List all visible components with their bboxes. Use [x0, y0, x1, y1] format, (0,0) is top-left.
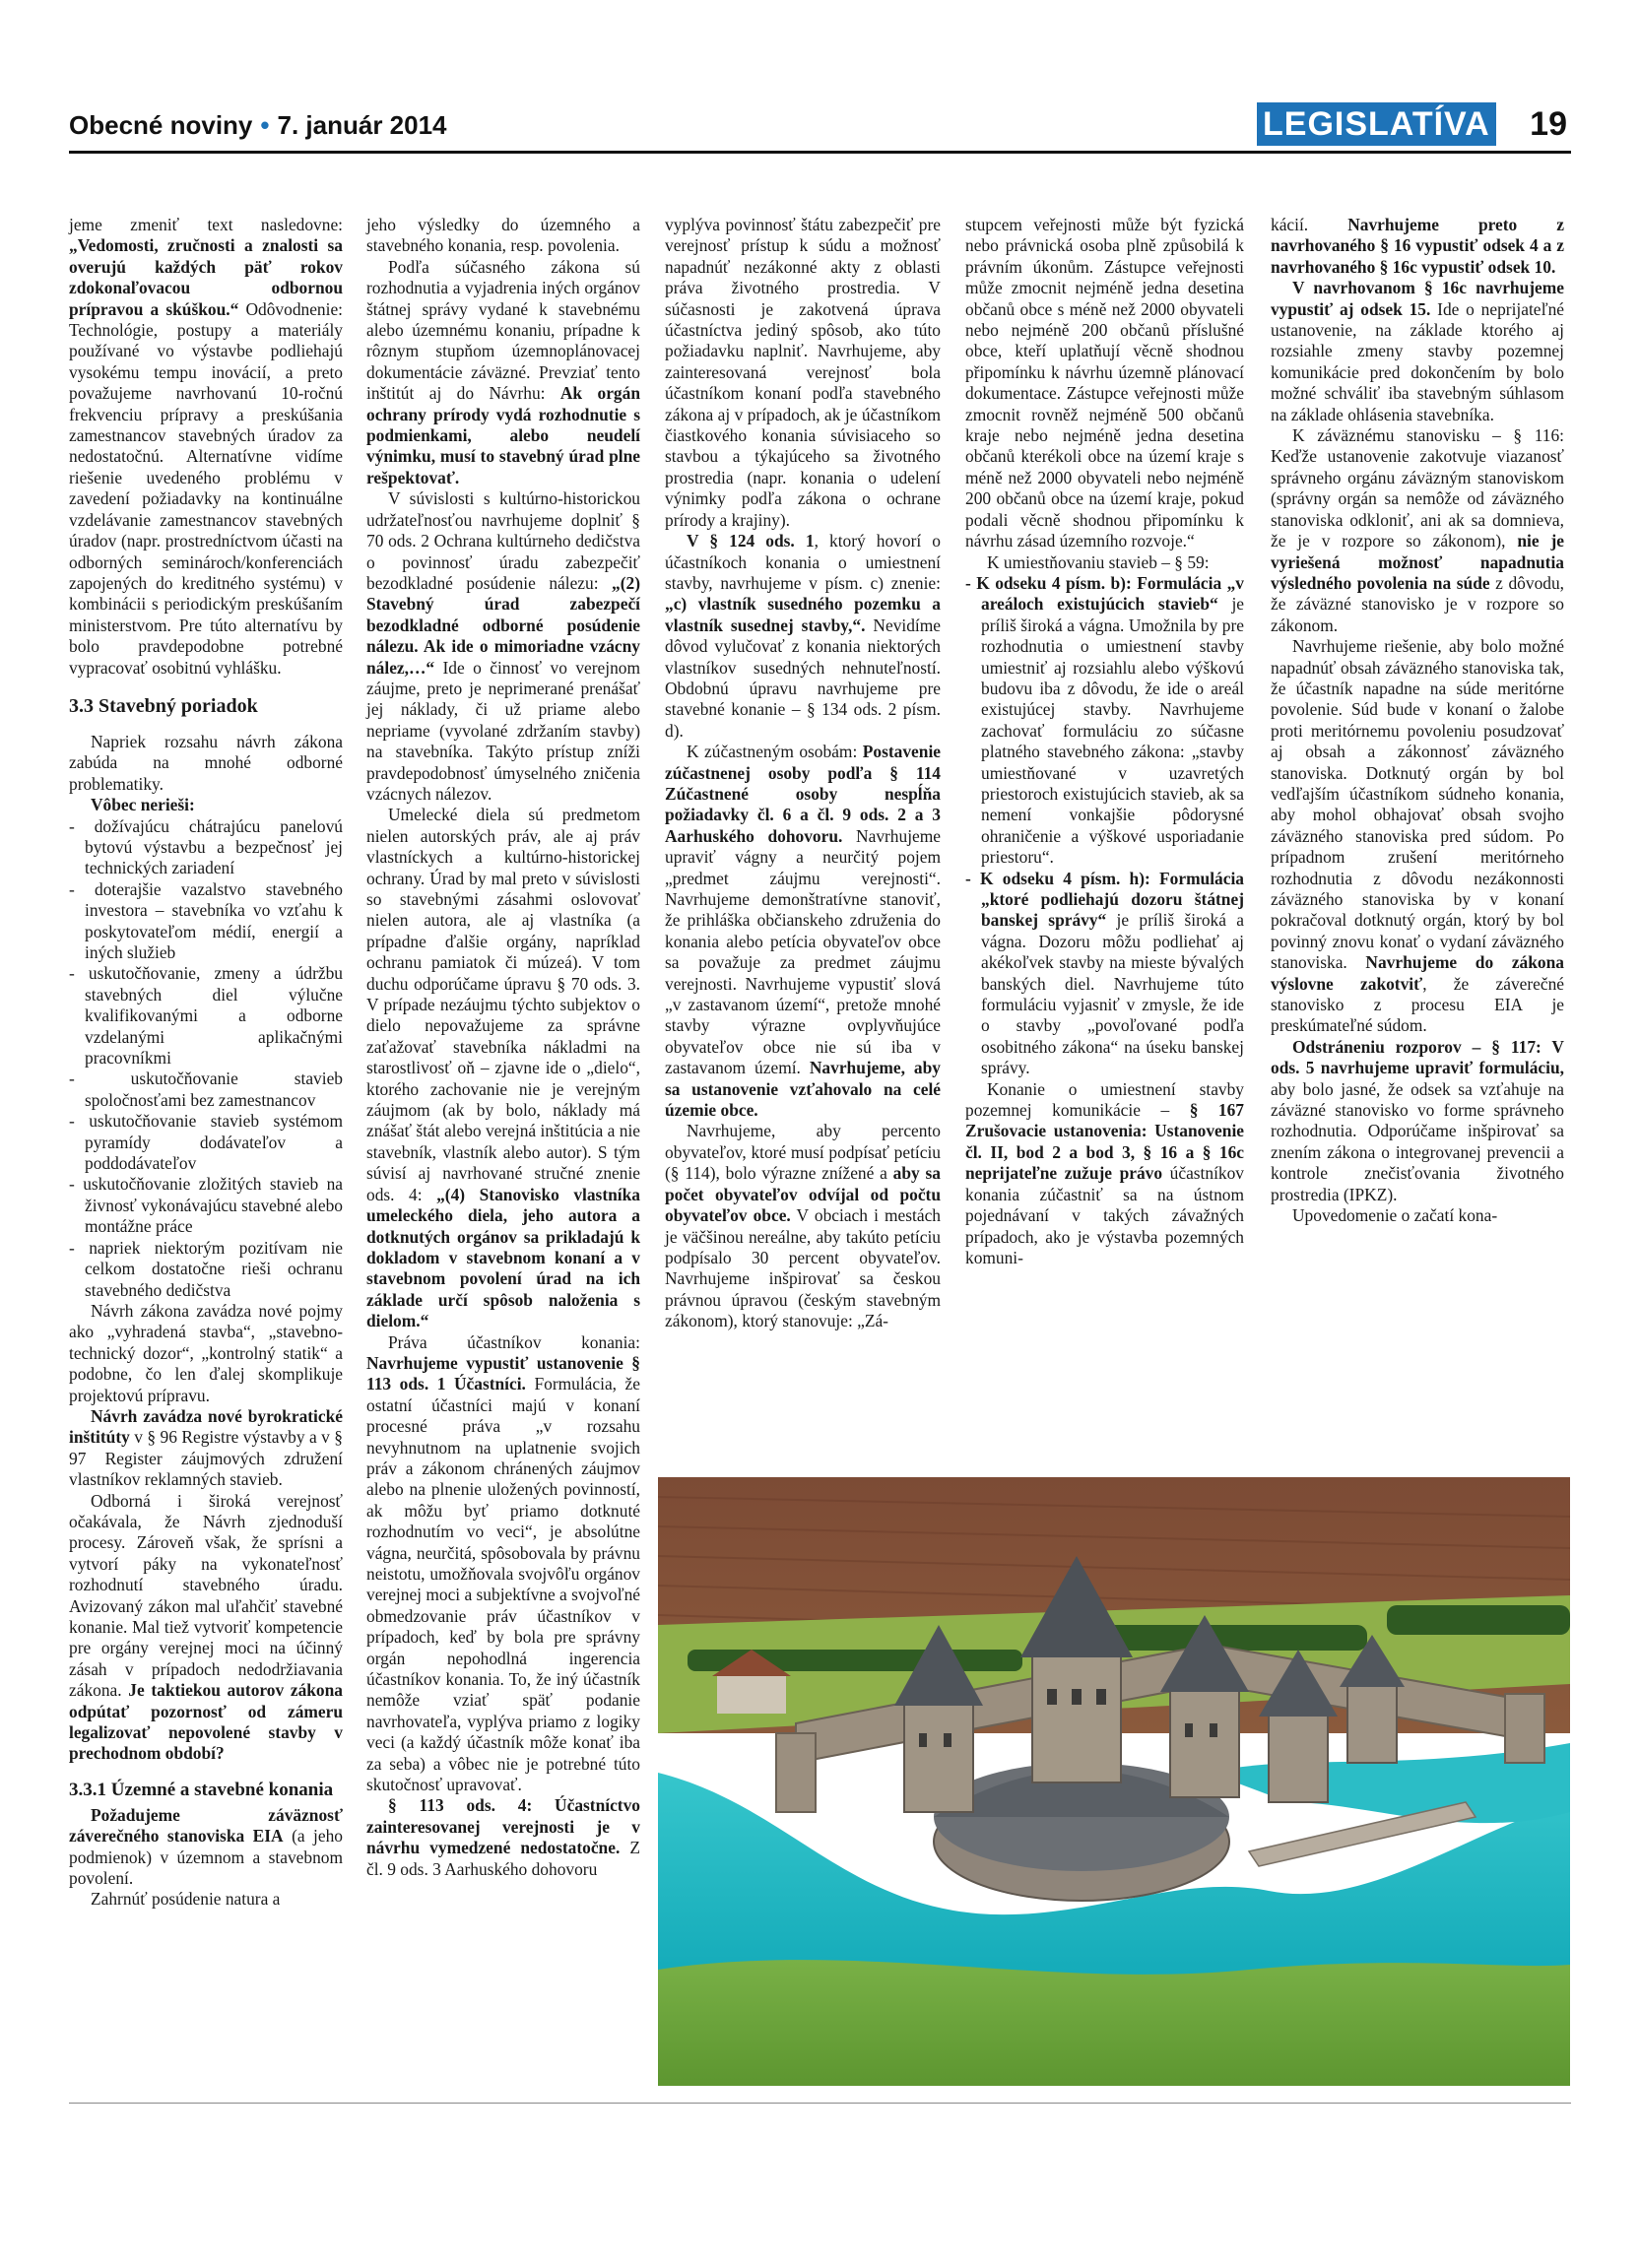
- paragraph: Umelecké diela sú predmetom nielen autorských práv, ale aj práv vlastníckych a kultúrno-historickej ochrany. Úrad by mal preto v súvislosti so stavebnými zásahmi oslovovať nielen autora, ale aj vlastníka (a prípadne ďalšie orgány, napríklad ochranu pamiatok či múzeá). V tom duchu odporúčame úpravu § 70 ods. 3. V prípade nezáujmu týchto subjektov o dielo nepovažujeme za správne zaťažovať stavebníka nákladmi na starostlivosť oň – zjavne ide o „dielo“, ktorého zachovanie nie je verejným záujmom (ak by bolo, náklady má znášať štát alebo verejná inštitúcia a nie stavebník, vlastník alebo autor). S tým súvisí aj navrhované stručné znenie ods. 4: „(4) Stanovisko vlastníka umeleckého diela, jeho autora a dotknutých orgánov sa prikladajú k dokladom v stavebnom konaní a v stavebnom povolení úrad na ich základe určí spôsob naloženia s dielom.“: [366, 805, 640, 1331]
- article-column-1: [69, 215, 343, 1911]
- photo-illustration: [658, 1477, 1570, 2086]
- paragraph: Napriek rozsahu návrh zákona zabúda na mnohé odborné problematiky.: [69, 731, 343, 794]
- article-column-3: [665, 215, 941, 1332]
- page-header: [69, 98, 1571, 154]
- aerial-castle-photo: [658, 1477, 1570, 2086]
- section-label: LEGISLATÍVA: [1257, 102, 1496, 146]
- list-item: - napriek niektorým pozitívam nie celkom dostatočne rieši ochranu stavebného dedičstva: [69, 1237, 343, 1300]
- article-column-4: [965, 215, 1244, 1268]
- paragraph: Navrhujeme, aby percento obyvateľov, ktoré musí podpísať petíciu (§ 114), bolo výrazne znížené a aby sa počet obyvateľov odvíjal od počtu obyvateľov obce. V obciach i mestách je väčšinou nereálne, aby takúto petíciu podpísalo 30 percent obyvateľov. Navrhujeme inšpirovať sa českou právnou úpravou (českým stavebným zákonom), ktorý stanovuje: „Zá-: [665, 1121, 942, 1331]
- paragraph: jeme zmeniť text nasledovne: „Vedomosti, zručnosti a znalosti sa overujú každých päť rokov zdokonaľovacou odbornou prípravou a skúškou.“ Odôvodnenie: Technológie, postupy a materiály používané vo výstavbe podliehajú vysokému tempu inovácií, a preto považujeme navrhovanú 10-ročnú frekvenciu prípravy a preskúšania zamestnancov stavebných úradov za nedostatočnú. Alternatívne vidíme riešenie uvedeného problému v zavedení požiadavky na kontinuálne vzdelávanie zamestnancov stavebných úradov (napr. prostredníctvom účasti na odborných seminároch/konferenciách zapojených do kreditného systému) v kombinácii s periodickým preskúšaním ministerstvom. Pre túto alternatívu by bolo pravdepodobne potrebné vypracovať osobitnú vyhlášku.: [69, 215, 343, 678]
- paragraph: Konanie o umiestnení stavby pozemnej komunikácie – § 167 Zrušovacie ustanovenia: Ustanovenie čl. II, bod 2 a bod 3, § 16 a § 16c neprijateľne zužuje právo účastníkov konania zúčastniť sa na ústnom pojednávaní v takých závažných prípadoch, ako je výstavba pozemných komuni-: [965, 1078, 1244, 1267]
- list-item: - doterajšie vazalstvo stavebného investora – stavebníka vo vzťahu k poskytovateľom médií, energií a iných služieb: [69, 878, 343, 962]
- paragraph: kácií. Navrhujeme preto z navrhovaného § 16 vypustiť odsek 4 a z navrhovaného § 16c vypustiť odsek 10.: [1271, 215, 1564, 277]
- list-item: - K odseku 4 písm. b): Formulácia „v areáloch existujúcich stavieb“ je príliš široká a vágna. Umožnila by pre rozhodnutia o umiestnení stavby umiestniť aj rozsiahlu alebo výškovú budovu iba z dôvodu, že ide o areál existujúcej stavby. Navrhujeme zachovať formuláciu zo súčasne platného stavebného zákona: „stavby umiestňované v uzavretých priestoroch existujúcich stavieb, ak sa nemení vonkajšie pôdorysné ohraničenie a výškové usporiadanie priestoru“.: [965, 572, 1244, 868]
- list-item: - uskutočňovanie stavieb systémom pyramídy dodávateľov a poddodávateľov: [69, 1111, 343, 1174]
- paragraph: Návrh zákona zavádza nové pojmy ako „vyhradená stavba“, „stavebno-technický dozor“, „kontrolný statik“ a podobne, čo len ďalej skomplikuje projektovú prípravu.: [69, 1300, 343, 1405]
- article-column-5: [1271, 215, 1564, 1227]
- paragraph: K zúčastneným osobám: Postavenie zúčastnenej osoby podľa § 114 Zúčastnené osoby nespĺňa požiadavky čl. 6 a čl. 9 ods. 2 a 3 Aarhuského dohovoru. Navrhujeme upraviť vágny a neurčitý pojem „predmet záujmu verejnosti“. Navrhujeme demonštratívne stanoviť, že prihláška občianskeho združenia do konania alebo petícia obyvateľov obce sa považuje za predmet záujmu verejnosti. Navrhujeme vypustiť slová „v zastavanom území“, pretože mnohé stavby výrazne ovplyvňujúce obyvateľov obce nie sú iba v zastavanom území. Navrhujeme, aby sa ustanovenie vzťahovalo na celé územie obce.: [665, 742, 941, 1121]
- paragraph: Navrhujeme riešenie, aby bolo možné napadnúť obsah záväzného stanoviska tak, že účastník napadne na súde meritórne povolenie. Súd bude v konaní o žalobe proti meritórnemu povoleniu posudzovať aj obsah a zákonnosť záväzného stanoviska. Dotknutý orgán by bol vedľajším účastníkom súdneho konania, aby mohol obhajovať obsah svojho záväzného stanoviska pred súdom. Po prípadnom zrušení meritórneho rozhodnutia z dôvodu nezákonnosti záväzného stanoviska by v konaní pokračoval dotknutý orgán, ktorý by bol povinný znovu konať o vydaní záväzného stanoviska. Navrhujeme do zákona výslovne zakotviť, že záverečné stanovisko z procesu EIA je preskúmateľné súdom.: [1271, 636, 1565, 1036]
- list-item: - uskutočňovanie, zmeny a údržbu stavebných diel výlučne kvalifikovanými a odborne vzdelanými aplikačnými pracovníkmi: [69, 963, 343, 1069]
- list-item: - uskutočňovanie stavieb spoločnosťami bez zamestnancov: [69, 1069, 343, 1110]
- paragraph: Práva účastníkov konania: Navrhujeme vypustiť ustanovenie § 113 ods. 1 Účastníci. Formulácia, že ostatní účastníci majú v konaní procesné práva „v rozsahu nevyhnutnom na uplatnenie svojich práv a zákonom chránených záujmov alebo na plnenie uložených povinností, ak môžu byť priamo dotknuté rozhodnutím vo veci“, je absolútne vágna, neurčitá, spôsobovala by právnu neistotu, umožňovala svojvôľu orgánov verejnej moci a subjektívne a svojvoľné obmedzovanie práv účastníkov v prípadoch, keď by bola pre správny orgán nepohodlná ingerencia účastníkov konania. To, že iný účastník nemôže vziať späť podanie navrhovateľa, vyplýva priamo z logiky veci (a každý účastník môže konať iba za seba) a vôbec nie je potrebné túto skutočnosť upravovať.: [366, 1331, 640, 1795]
- list-item: - uskutočňovanie zložitých stavieb na živnosť vykonávajúcu stavebné alebo montážne práce: [69, 1174, 343, 1237]
- paragraph: V navrhovanom § 16c navrhujeme vypustiť aj odsek 15. Ide o neprijateľné ustanovenie, na základe ktorého aj rozsiahle zmeny stavby pozemnej komunikácie pred dokončením by bolo možné schváliť iba stavebným súhlasom na základe ohlásenia stavebníka.: [1271, 278, 1564, 424]
- masthead: [69, 110, 447, 141]
- paragraph: Požadujeme záväznosť záverečného stanoviska EIA (a jeho podmienok) v územnom a stavebnom povolení.: [69, 1804, 343, 1889]
- paragraph: vyplýva povinnosť štátu zabezpečiť pre verejnosť prístup k súdu a možnosť napadnúť nezákonné akty z oblasti práva životného prostredia. V súčasnosti je zakotvená úprava účastníctva jediný spôsob, ako túto požiadavku naplniť. Navrhujeme, aby zainteresovaná verejnosť bola účastníkom konaní podľa stavebného zákona aj v prípadoch, ak je účastníkom čiastkového konania súvisiaceho so stavbou a týkajúceho sa životného prostredia (napr. konania o udelení výnimky podľa zákona o ochrane prírody a krajiny).: [665, 215, 941, 530]
- paragraph: Odborná i široká verejnosť očakávala, že Návrh zjednoduší procesy. Zároveň však, že sprísni a vytvorí páky na vykonateľnosť rozhodnutí stavebného úradu. Avizovaný zákon mal uľahčiť stavebné konanie. Mal tiež vytvoriť kompetencie pre orgány verejnej moci na účinný zásah v prípadoch nedodržiavania zákona. Je taktiekou autorov zákona odpútať pozornosť od zámeru legalizovať nepovolené stavby v prechodnom období?: [69, 1490, 343, 1764]
- paragraph: Zahrnúť posúdenie natura a: [91, 1889, 281, 1910]
- paragraph: K záväznému stanovisku – § 116: Keďže ustanovenie zakotvuje viazanosť správneho orgánu záväzným stanoviskom (správny orgán sa nemôže od záväzného stanoviska odkloniť, ani ak sa domnieva, že je v rozpore so zákonom), nie je vyriešená možnosť napadnutia výsledného povolenia na súde z dôvodu, že záväzné stanovisko je v rozpore so zákonom.: [1271, 425, 1564, 635]
- paragraph: Vôbec nerieši:: [91, 795, 195, 815]
- paragraph: Podľa súčasného zákona sú rozhodnutia a vyjadrenia iných orgánov štátnej správy vydané k stavebnému alebo územnému konaniu, prípadne k rôznym stupňom územnoplánovacej dokumentácie záväzné. Prevziať tento inštitút aj do Návrhu: Ak orgán ochrany prírody vydá rozhodnutie s podmienkami, alebo neudelí výnimku, musí to stavebný úrad plne rešpektovať.: [366, 256, 640, 487]
- paragraph: Návrh zavádza nové byrokratické inštitúty v § 96 Registre výstavby a v § 97 Register záujmových združení vlastníkov reklamných stavieb.: [69, 1405, 343, 1490]
- header-rule: [69, 151, 1571, 154]
- paragraph: Upovedomenie o začatí kona-: [1292, 1205, 1498, 1226]
- article-column-2: [366, 215, 640, 1880]
- newspaper-name: Obecné noviny: [69, 110, 253, 140]
- paragraph: Odstráneniu rozporov – § 117: V ods. 5 navrhujeme upraviť formuláciu, aby bolo jasné, že odsek sa vzťahuje na záväzné stanovisko vo forme správneho rozhodnutia. Odporúčame inšpirovať sa znením zákona o integrovanej prevencii a kontrole znečisťovania životného prostredia (IPKZ).: [1271, 1036, 1564, 1204]
- section-heading: 3.3 Stavebný poriadok: [69, 694, 258, 717]
- page-number: 19: [1530, 105, 1567, 143]
- paragraph: V § 124 ods. 1, ktorý hovorí o účastníkoch konania o umiestnení stavby, navrhujeme v písm. c) znenie: „c) vlastník susedného pozemku a vlastník susednej stavby,“. Nevidíme dôvod vylučovať z konania niektorých vlastníkov susedných nehnuteľností. Obdobnú úpravu navrhujeme pre stavebné konanie – § 134 ods. 2 písm. d).: [665, 531, 941, 741]
- paragraph: jeho výsledky do územného a stavebného konania, resp. povolenia.: [366, 215, 640, 256]
- list-item: - dožívajúcu chátrajúcu panelovú bytovú výstavbu a bezpečnosť jej technických zariadení: [69, 815, 343, 878]
- subsection-heading: 3.3.1 Územné a stavebné konania: [69, 1779, 334, 1800]
- separator-dot: •: [260, 110, 270, 140]
- paragraph: K umiestňovaniu stavieb – § 59:: [987, 551, 1210, 572]
- issue-date: 7. január 2014: [277, 110, 447, 140]
- list-item: - K odseku 4 písm. h): Formulácia „ktoré podliehajú dozoru štátnej banskej správy“ je príliš široká a vágna. Dozoru môžu podliehať aj akékoľvek stavby na mieste bývalých banských diel. Navrhujeme túto formuláciu vyjasniť v zmysle, že ide o stavby „povoľované podľa osobitného zákona“ na úseku banskej správy.: [965, 868, 1244, 1078]
- paragraph: stupcem veřejnosti může být fyzická nebo právnická osoba plně způsobilá k právním úkonům. Zástupce veřejnosti může zmocnit nejméně jedna desetina občanů obce s méně než 2000 obyvateli nebo nejméně 200 občanů příslušné obce, kteří uplatňují věcně shodnou připomínku k návrhu územně plánovací dokumentace. Zástupce veřejnosti může zmocnit rovněž nejméně 500 občanů kraje nebo nejméně jedna desetina občanů kterékoli obce na území kraje s méně než 2000 obyvateli nebo nejméně 200 občanů obce na území kraje, pokud podali věcně shodnou připomínku k návrhu zásad územního rozvoje.“: [965, 215, 1244, 551]
- paragraph: V súvislosti s kultúrno-historickou udržateľnosťou navrhujeme doplniť § 70 ods. 2 Ochrana kultúrneho dedičstva o povinnosť úradu zabezpečiť bezodkladné posúdenie nálezu: „(2) Stavebný úrad zabezpečí bezodkladné odborné posúdenie nálezu. Ak ide o mimoriadne vzácny nález,…“ Ide o činnosť vo verejnom záujme, preto je neprimerané prenášať jej náklady, či už priame alebo nepriame (vyvolané zdržaním stavby) na stavebníka. Takýto prístup zníži pravdepodobnosť úmyselného zničenia vzácnych nálezov.: [366, 488, 640, 804]
- bottom-rule: [69, 2103, 1571, 2104]
- paragraph: § 113 ods. 4: Účastníctvo zainteresovanej verejnosti je v návrhu vymedzené nedostatočne. Z čl. 9 ods. 3 Aarhuského dohovoru: [366, 1795, 640, 1879]
